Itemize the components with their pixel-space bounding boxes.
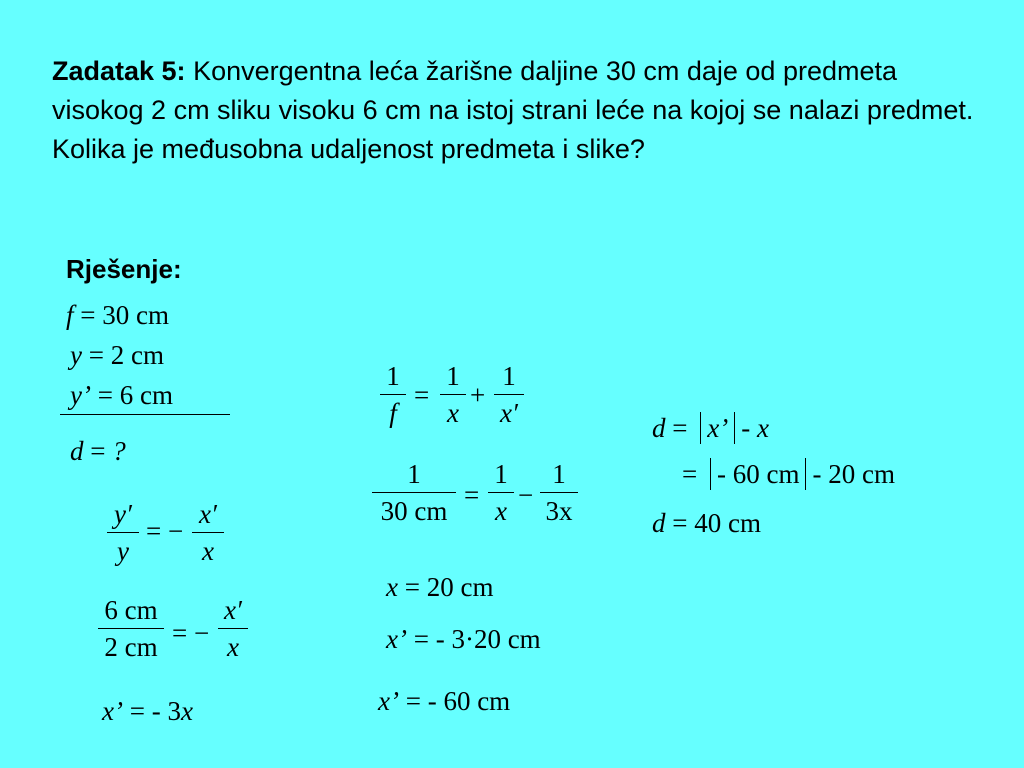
distance-substituted: = - 60 cm - 20 cm xyxy=(682,459,895,489)
given-f: f = 30 cm xyxy=(66,300,169,330)
frac-1-over-f: 1 f xyxy=(380,360,406,429)
frac-1-over-3x: 1 3x xyxy=(540,458,578,527)
given-y-prime: y’ = 6 cm xyxy=(70,380,173,410)
frac-6cm-over-2cm: 6 cm 2 cm xyxy=(98,594,164,663)
task-statement xyxy=(52,52,982,169)
lens-plus: + xyxy=(470,380,486,410)
result-xprime-calc: x’ = - 3·20 cm xyxy=(386,624,541,654)
solution-heading: Rješenje: xyxy=(66,254,182,284)
frac-yprime-over-y: y′ y xyxy=(107,498,139,567)
magnification-equals-minus: = − xyxy=(146,516,184,546)
lens-minus: − xyxy=(518,480,534,510)
frac-1-over-x-2: 1 x xyxy=(488,458,514,527)
distance-formula: d = x’ - x xyxy=(652,413,769,443)
unknown-d: d = ? xyxy=(70,436,126,466)
task-label: Zadatak 5: xyxy=(52,56,186,86)
distance-result: d = 40 cm xyxy=(652,508,761,538)
substituted-lens-equals: = xyxy=(464,480,480,510)
frac-1-over-xprime: 1 x′ xyxy=(494,360,524,429)
task-text: Konvergentna leća žarišne daljine 30 cm daje od predmeta visokog 2 cm sliku visoku 6 cm na istoj strani leće na kojoj se nalazi predmet. Kolika je međusobna udaljenost predmeta i slike? xyxy=(52,56,974,164)
result-x-20cm: x = 20 cm xyxy=(386,572,494,602)
frac-xprime-over-x: x′ x xyxy=(192,498,224,567)
result-xprime-60cm: x’ = - 60 cm xyxy=(378,686,511,716)
given-y: y = 2 cm xyxy=(70,340,164,370)
frac-xprime-over-x-2: x′ x xyxy=(218,594,248,663)
lens-equals: = xyxy=(414,380,430,410)
given-divider xyxy=(60,414,230,415)
frac-1-over-30cm: 1 30 cm xyxy=(372,458,456,527)
frac-1-over-x: 1 x xyxy=(440,360,466,429)
result-xprime-minus-3x: x’ = - 3x xyxy=(102,696,193,726)
substituted-equals-minus: = − xyxy=(172,618,210,648)
